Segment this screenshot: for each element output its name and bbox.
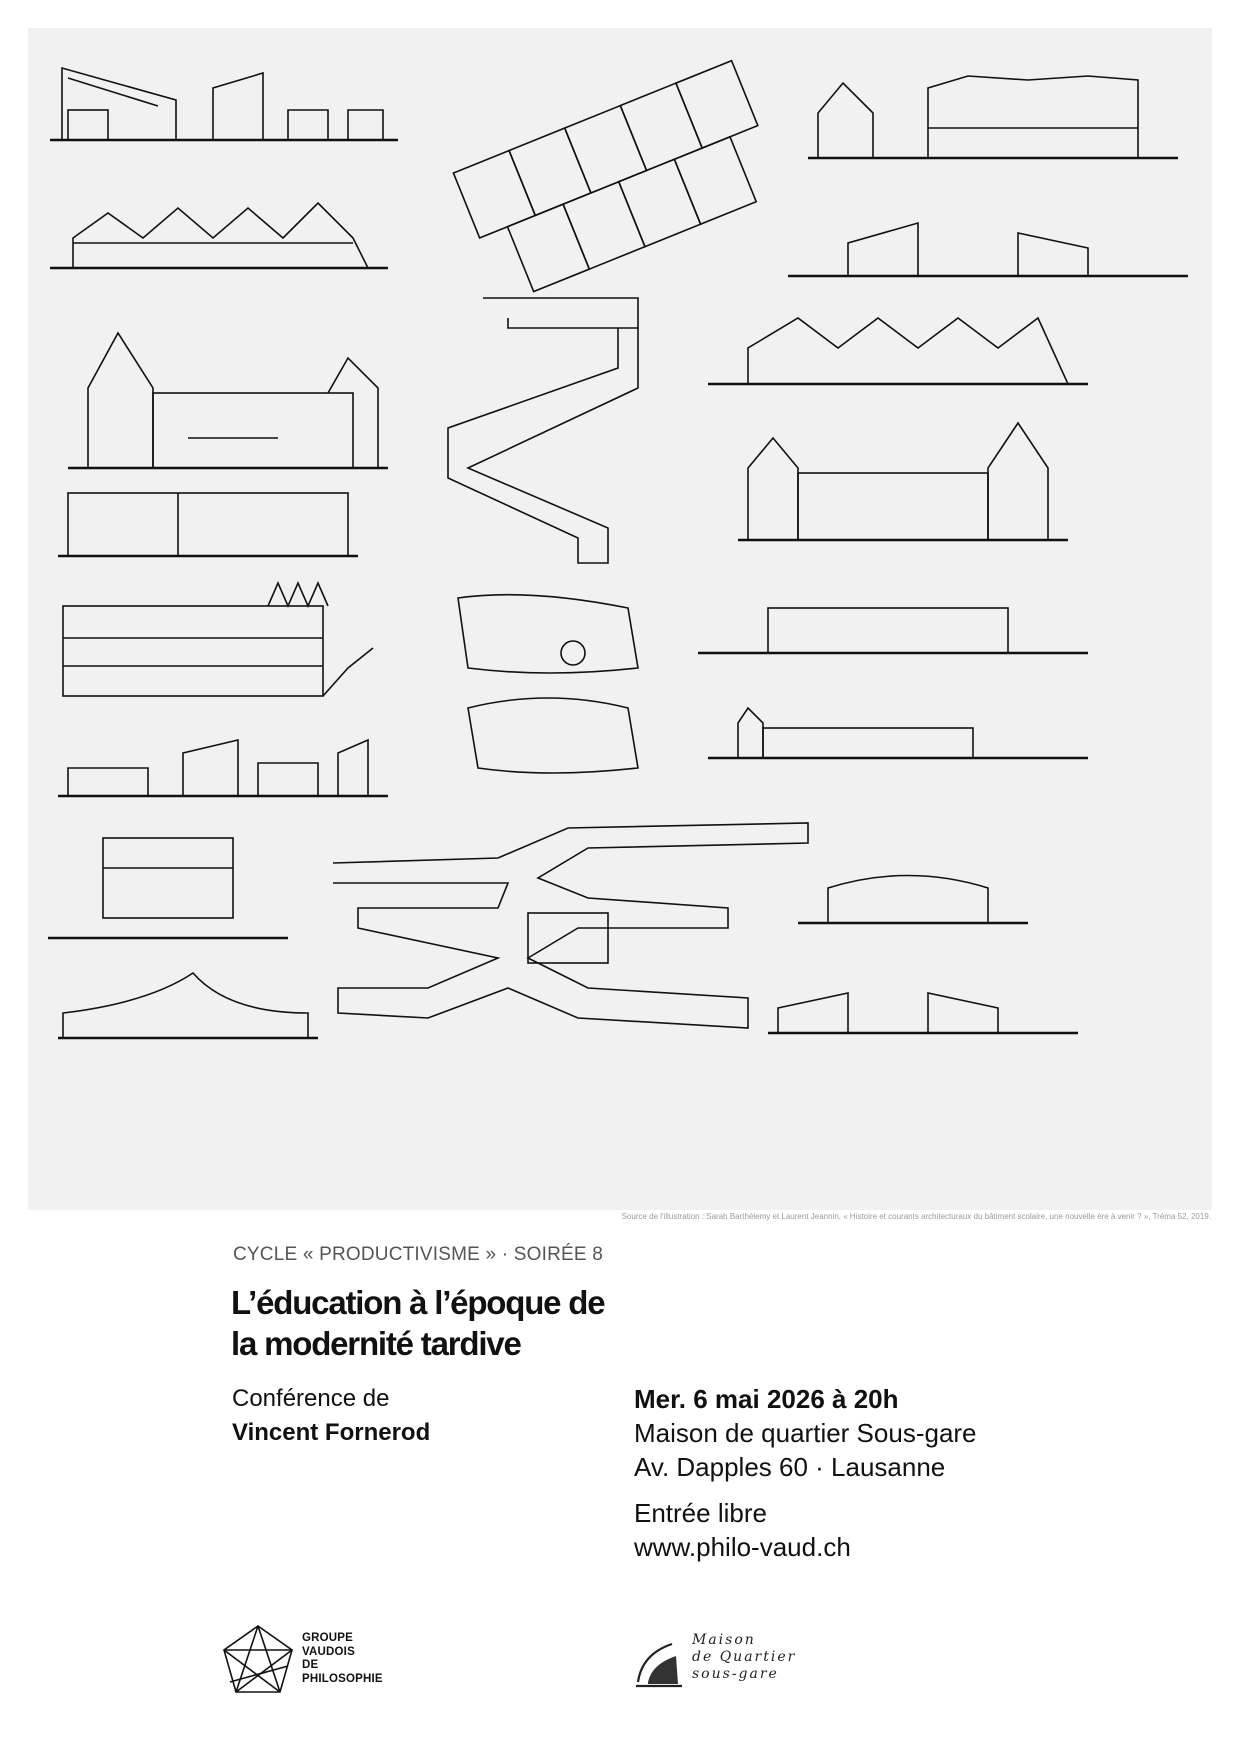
section-drawing-12 [58, 973, 318, 1038]
plan-drawing-2 [448, 298, 638, 563]
event-info [634, 1382, 977, 1564]
gvp-logo [222, 1624, 402, 1706]
gvp-line-2: VAUDOIS [302, 1645, 355, 1658]
section-drawing-5 [58, 493, 358, 556]
gvp-line-4: PHILOSOPHIE [302, 1672, 383, 1685]
gvp-star-icon [222, 1624, 294, 1696]
event-address: Av. Dapples 60 · Lausanne [634, 1452, 946, 1482]
event-entry: Entrée libre [634, 1498, 767, 1528]
event-title-line-1: L’éducation à l’époque de [231, 1284, 605, 1321]
section-drawing-2 [50, 203, 388, 268]
event-venue: Maison de quartier Sous-gare [634, 1418, 977, 1448]
section-drawing-8 [58, 740, 388, 796]
section-drawing-6 [708, 318, 1088, 384]
cycle-label: CYCLE « PRODUCTIVISME » · SOIRÉE 8 [233, 1244, 603, 1265]
maison-house-icon [632, 1632, 686, 1692]
gvp-line-3: DE [302, 1659, 319, 1671]
maison-de-quartier-logo [632, 1632, 832, 1702]
plan-drawing-1 [453, 61, 784, 303]
event-website: www.philo-vaud.ch [634, 1532, 851, 1562]
event-title [231, 1282, 691, 1364]
lecture-intro: Conférence de [232, 1385, 390, 1412]
facade-drawing-1 [68, 333, 388, 468]
event-date: Mer. 6 mai 2026 à 20h [634, 1384, 899, 1414]
section-drawing-10 [708, 708, 1088, 758]
event-title-line-2: la modernité tardive [231, 1325, 521, 1362]
mq-line-1: Maison [692, 1632, 756, 1648]
plan-drawing-3 [458, 595, 638, 773]
lecture-block [232, 1382, 430, 1450]
facade-drawing-2 [738, 423, 1068, 540]
section-drawing-4 [788, 223, 1188, 276]
architectural-drawings-illustration [28, 28, 1212, 1210]
mq-line-2: de Quartier [692, 1649, 797, 1665]
section-drawing-7 [63, 583, 373, 696]
gvp-line-1: GROUPE [302, 1632, 354, 1644]
maison-logo-text [692, 1632, 796, 1683]
gvp-logo-text [302, 1632, 383, 1686]
section-drawing-9 [698, 608, 1088, 653]
section-drawing-14 [768, 993, 1078, 1033]
mq-line-3: sous-gare [692, 1666, 779, 1682]
section-drawing-1 [50, 68, 398, 140]
section-drawing-11 [48, 838, 288, 938]
section-drawing-13 [798, 876, 1028, 924]
plan-drawing-4 [333, 823, 808, 1028]
illustration-credit: Source de l'illustration : Sarah Barthélemy et Laurent Jeannin, « Histoire et courants architecturaux du bâtiment scolaire, une nouvelle ère à venir ? », Tréma 52, 2019. [621, 1212, 1211, 1221]
section-drawing-3 [808, 76, 1178, 158]
speaker-name: Vincent Fornerod [232, 1419, 431, 1446]
